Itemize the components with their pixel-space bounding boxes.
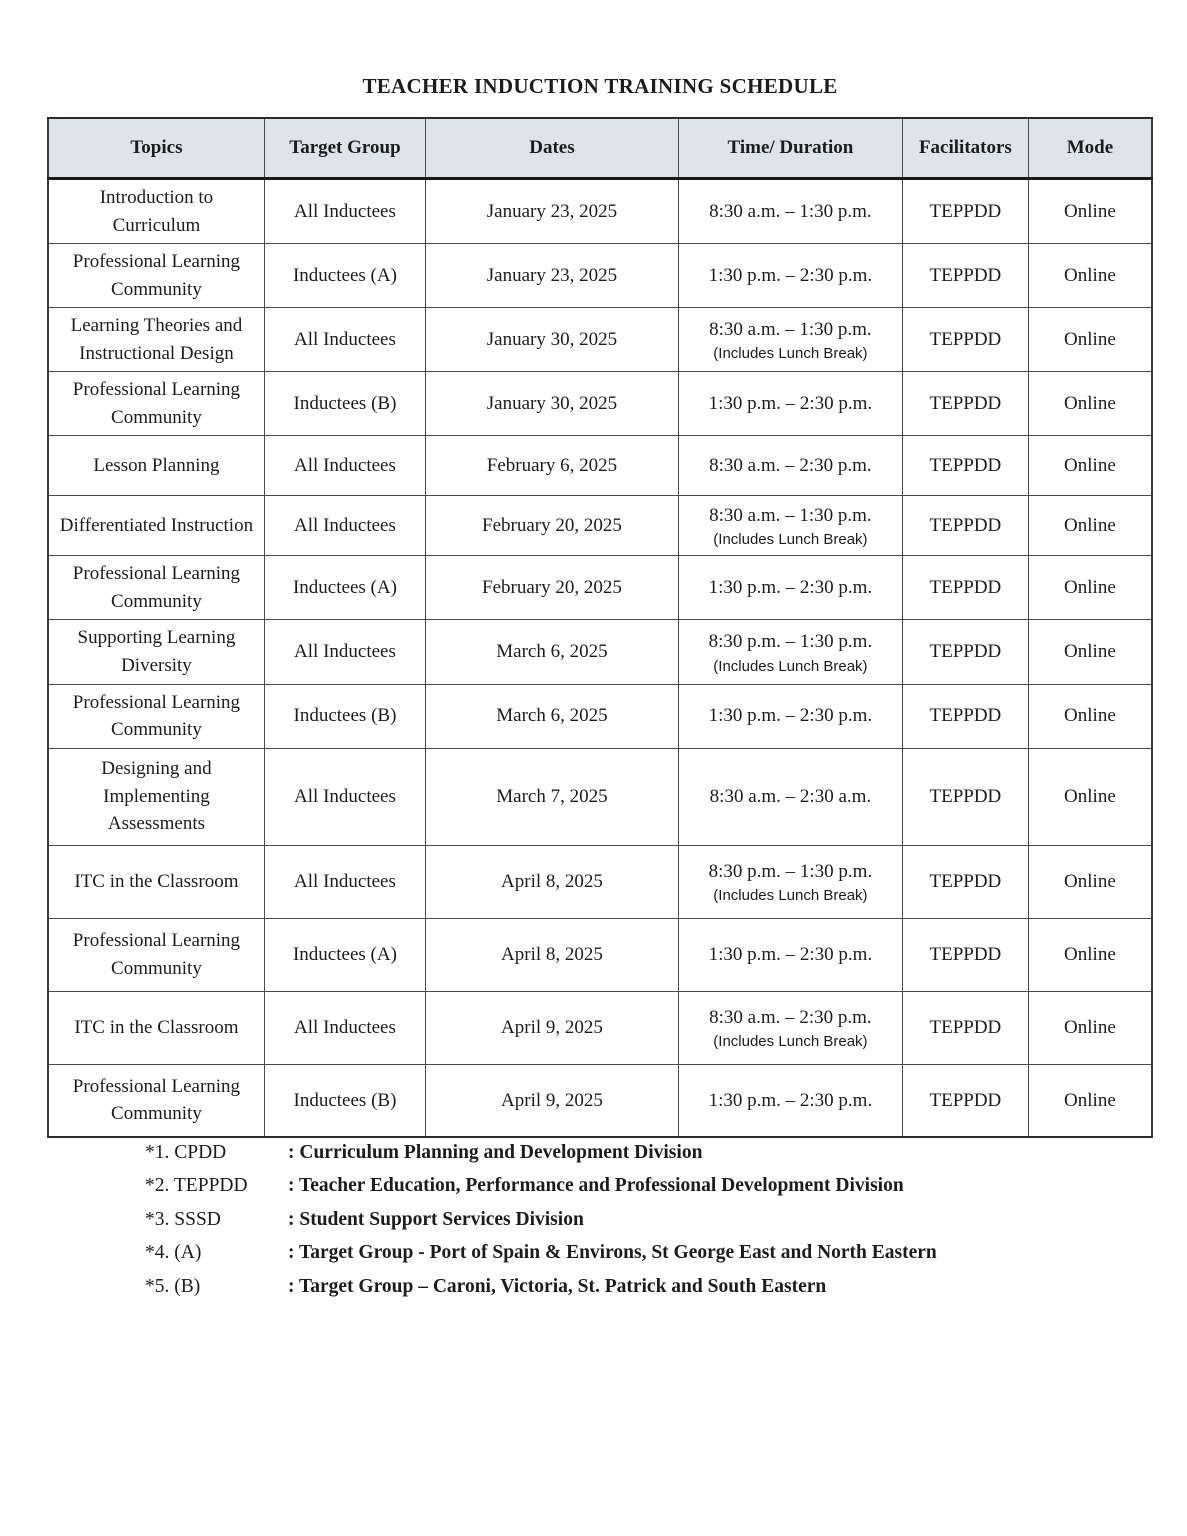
mode-cell: Online (1028, 179, 1152, 244)
mode-cell: Online (1028, 556, 1152, 620)
table-row (48, 1064, 1152, 1137)
time-cell (678, 179, 902, 244)
date-cell: March 6, 2025 (426, 684, 679, 748)
mode-cell: Online (1028, 845, 1152, 918)
topic-cell: Introduction to Curriculum (48, 179, 264, 244)
topic-cell: Professional Learning Community (48, 372, 264, 436)
target-group-cell: All Inductees (264, 308, 425, 372)
target-group-cell: All Inductees (264, 496, 425, 556)
facilitators-cell: TEPPDD (902, 308, 1028, 372)
footnote-description: : Student Support Services Division (288, 1208, 584, 1230)
time-text: 1:30 p.m. – 2:30 p.m. (708, 705, 873, 727)
table-row (48, 845, 1152, 918)
mode-cell: Online (1028, 372, 1152, 436)
facilitators-cell: TEPPDD (902, 436, 1028, 496)
column-header-time-duration: Time/ Duration (678, 118, 902, 179)
date-cell: March 6, 2025 (426, 620, 679, 684)
footnote-target-group-b (145, 1276, 1095, 1298)
facilitators-cell: TEPPDD (902, 496, 1028, 556)
time-cell (678, 918, 902, 991)
schedule-table (47, 117, 1153, 1138)
time-text: 8:30 a.m. – 2:30 a.m. (709, 785, 872, 807)
table-row (48, 436, 1152, 496)
time-cell (678, 748, 902, 845)
topic-cell: Professional Learning Community (48, 684, 264, 748)
topic-cell: Designing and Implementing Assessments (48, 748, 264, 845)
topic-cell: Professional Learning Community (48, 556, 264, 620)
target-group-cell: All Inductees (264, 179, 425, 244)
date-cell: April 8, 2025 (426, 845, 679, 918)
date-cell: January 30, 2025 (426, 308, 679, 372)
time-cell (678, 991, 902, 1064)
target-group-cell: All Inductees (264, 845, 425, 918)
lunch-break-note: (Includes Lunch Break) (713, 531, 868, 549)
time-text: 1:30 p.m. – 2:30 p.m. (708, 393, 873, 415)
mode-cell: Online (1028, 496, 1152, 556)
footnote-term: *1. CPDD (145, 1142, 227, 1163)
lunch-break-note: (Includes Lunch Break) (713, 887, 868, 905)
topic-cell: ITC in the Classroom (48, 845, 264, 918)
target-group-cell: Inductees (B) (264, 1064, 425, 1137)
topic-cell: Differentiated Instruction (48, 496, 264, 556)
topic-cell: Learning Theories and Instructional Design (48, 308, 264, 372)
target-group-cell: Inductees (A) (264, 918, 425, 991)
date-cell: April 9, 2025 (426, 1064, 679, 1137)
mode-cell: Online (1028, 308, 1152, 372)
time-text: 8:30 p.m. – 1:30 p.m. (708, 630, 873, 652)
time-text: 8:30 a.m. – 1:30 p.m. (709, 504, 872, 526)
time-cell (678, 372, 902, 436)
time-cell (678, 684, 902, 748)
time-cell (678, 556, 902, 620)
footnote-description: : Target Group – Caroni, Victoria, St. Patrick and South Eastern (288, 1275, 827, 1297)
time-text: 8:30 p.m. – 1:30 p.m. (708, 860, 873, 882)
table-row (48, 496, 1152, 556)
topic-cell: ITC in the Classroom (48, 991, 264, 1064)
topic-cell: Supporting Learning Diversity (48, 620, 264, 684)
mode-cell: Online (1028, 1064, 1152, 1137)
time-text: 1:30 p.m. – 2:30 p.m. (708, 943, 873, 965)
target-group-cell: Inductees (A) (264, 556, 425, 620)
date-cell: April 9, 2025 (426, 991, 679, 1064)
facilitators-cell: TEPPDD (902, 748, 1028, 845)
table-row (48, 684, 1152, 748)
footnote-description: : Curriculum Planning and Development Division (288, 1142, 703, 1163)
column-header-mode: Mode (1028, 118, 1152, 179)
facilitators-cell: TEPPDD (902, 991, 1028, 1064)
time-text: 1:30 p.m. – 2:30 p.m. (708, 1089, 873, 1111)
mode-cell: Online (1028, 244, 1152, 308)
table-row (48, 179, 1152, 244)
mode-cell: Online (1028, 991, 1152, 1064)
date-cell: January 23, 2025 (426, 179, 679, 244)
date-cell: February 20, 2025 (426, 496, 679, 556)
footnote-description: : Teacher Education, Performance and Professional Development Division (288, 1175, 904, 1197)
date-cell: April 8, 2025 (426, 918, 679, 991)
mode-cell: Online (1028, 436, 1152, 496)
footnote-teppdd (145, 1175, 1095, 1197)
topic-cell: Professional Learning Community (48, 1064, 264, 1137)
table-row (48, 748, 1152, 845)
footnote-term: *3. SSSD (145, 1208, 221, 1230)
footnote-term: *2. TEPPDD (145, 1175, 248, 1197)
time-text: 8:30 a.m. – 2:30 p.m. (709, 455, 872, 477)
table-row (48, 556, 1152, 620)
time-text: 8:30 a.m. – 1:30 p.m. (709, 200, 872, 222)
facilitators-cell: TEPPDD (902, 845, 1028, 918)
facilitators-cell: TEPPDD (902, 244, 1028, 308)
mode-cell: Online (1028, 620, 1152, 684)
table-row (48, 991, 1152, 1064)
time-text: 1:30 p.m. – 2:30 p.m. (708, 264, 873, 286)
footnote-description: : Target Group - Port of Spain & Environs, St George East and North Eastern (288, 1242, 937, 1264)
topic-cell: Professional Learning Community (48, 244, 264, 308)
time-text: 8:30 a.m. – 2:30 p.m. (709, 1006, 872, 1028)
facilitators-cell: TEPPDD (902, 372, 1028, 436)
mode-cell: Online (1028, 918, 1152, 991)
target-group-cell: Inductees (A) (264, 244, 425, 308)
facilitators-cell: TEPPDD (902, 918, 1028, 991)
topic-cell: Professional Learning Community (48, 918, 264, 991)
time-cell (678, 436, 902, 496)
mode-cell: Online (1028, 684, 1152, 748)
date-cell: February 6, 2025 (426, 436, 679, 496)
footnote-target-group-a (145, 1242, 1095, 1264)
target-group-cell: Inductees (B) (264, 372, 425, 436)
target-group-cell: All Inductees (264, 436, 425, 496)
table-header-row (48, 118, 1152, 179)
time-text: 8:30 a.m. – 1:30 p.m. (709, 318, 872, 340)
target-group-cell: All Inductees (264, 991, 425, 1064)
footnotes-section (145, 1142, 1095, 1309)
topic-cell: Lesson Planning (48, 436, 264, 496)
time-cell (678, 845, 902, 918)
time-text: 1:30 p.m. – 2:30 p.m. (708, 577, 873, 599)
target-group-cell: All Inductees (264, 620, 425, 684)
time-cell (678, 308, 902, 372)
time-cell (678, 620, 902, 684)
lunch-break-note: (Includes Lunch Break) (713, 657, 868, 675)
time-cell (678, 496, 902, 556)
table-row (48, 620, 1152, 684)
column-header-topics: Topics (48, 118, 264, 179)
footnote-cpdd (145, 1142, 1095, 1164)
footnote-sssd (145, 1209, 1095, 1231)
table-row (48, 244, 1152, 308)
facilitators-cell: TEPPDD (902, 179, 1028, 244)
mode-cell: Online (1028, 748, 1152, 845)
facilitators-cell: TEPPDD (902, 620, 1028, 684)
facilitators-cell: TEPPDD (902, 556, 1028, 620)
time-cell (678, 244, 902, 308)
table-row (48, 918, 1152, 991)
date-cell: January 30, 2025 (426, 372, 679, 436)
facilitators-cell: TEPPDD (902, 1064, 1028, 1137)
table-row (48, 308, 1152, 372)
column-header-target-group: Target Group (264, 118, 425, 179)
lunch-break-note: (Includes Lunch Break) (713, 345, 868, 363)
footnote-term: *5. (B) (145, 1275, 201, 1297)
footnote-term: *4. (A) (145, 1242, 202, 1264)
lunch-break-note: (Includes Lunch Break) (713, 1033, 868, 1051)
date-cell: February 20, 2025 (426, 556, 679, 620)
target-group-cell: All Inductees (264, 748, 425, 845)
column-header-facilitators: Facilitators (902, 118, 1028, 179)
column-header-dates: Dates (426, 118, 679, 179)
target-group-cell: Inductees (B) (264, 684, 425, 748)
date-cell: January 23, 2025 (426, 244, 679, 308)
time-cell (678, 1064, 902, 1137)
page-title: TEACHER INDUCTION TRAINING SCHEDULE (362, 74, 838, 98)
date-cell: March 7, 2025 (426, 748, 679, 845)
facilitators-cell: TEPPDD (902, 684, 1028, 748)
table-row (48, 372, 1152, 436)
